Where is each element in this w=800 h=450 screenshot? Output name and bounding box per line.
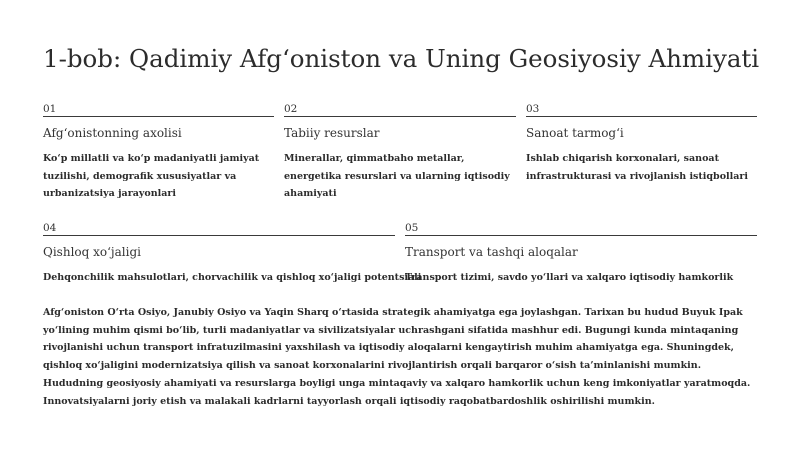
card-transport [405,221,757,287]
card-description: Transport tizimi, savdo yo‘llari va xalqaro iqtisodiy hamkorlik [405,272,734,283]
card-number: 04 [43,221,395,236]
card-heading: Transport va tashqi aloqalar [405,245,578,259]
card-population [43,102,274,203]
card-natural-resources [284,102,516,203]
card-number: 01 [43,102,274,117]
card-number: 05 [405,221,757,236]
card-description: Minerallar, qimmatbaho metallar, energetika resurslari va ularning iqtisodiy ahamiyati [284,153,510,200]
card-industry [526,102,757,185]
card-description: Ko‘p millatli va ko‘p madaniyatli jamiyat tuzilishi, demografik xususiyatlar va urbanizatsiya jarayonlari [43,153,260,200]
card-number: 03 [526,102,757,117]
card-description: Dehqonchilik mahsulotlari, chorvachilik va qishloq xo‘jaligi potentsiali [43,272,422,283]
card-heading: Sanoat tarmog‘i [526,126,624,140]
body-paragraph: Afg‘oniston O‘rta Osiyo, Janubiy Osiyo va Yaqin Sharq o‘rtasida strategik ahamiyatga ega joylashgan. Tarixan bu hudud Buyuk Ipak yo‘lining muhim qismi bo‘lib, turli madaniyatlar va sivilizatsiyalar uchrashgani sifatida mashhur edi. Bugungi kunda mintaqaning rivojlanishi uchun transport infratuzilmasini yaxshilash va iqtisodiy aloqalarni kengaytirish muhim ahamiyatga ega. Shuningdek, qishloq xo‘jaligini modernizatsiya qilish va sanoat korxonalarini rivojlantirish orqali barqaror o‘sish ta’minlanishi mumkin. Hududning geosiyosiy ahamiyati va resurslarga boyligi unga mintaqaviy va xalqaro hamkorlik uchun keng imkoniyatlar yaratmoqda. Innovatsiyalarni joriy etish va malakali kadrlarni tayyorlash orqali iqtisodiy raqobatbardoshlik oshirilishi mumkin. [43,307,751,407]
card-heading: Tabiiy resurslar [284,126,380,140]
card-heading: Afg‘onistonning axolisi [43,126,182,140]
card-description: Ishlab chiqarish korxonalari, sanoat infrastrukturasi va rivojlanish istiqbollari [526,153,749,182]
card-heading: Qishloq xo‘jaligi [43,245,141,259]
page-title: 1-bob: Qadimiy Afg‘oniston va Uning Geosiyosiy Ahmiyati [43,44,760,73]
card-number: 02 [284,102,516,117]
